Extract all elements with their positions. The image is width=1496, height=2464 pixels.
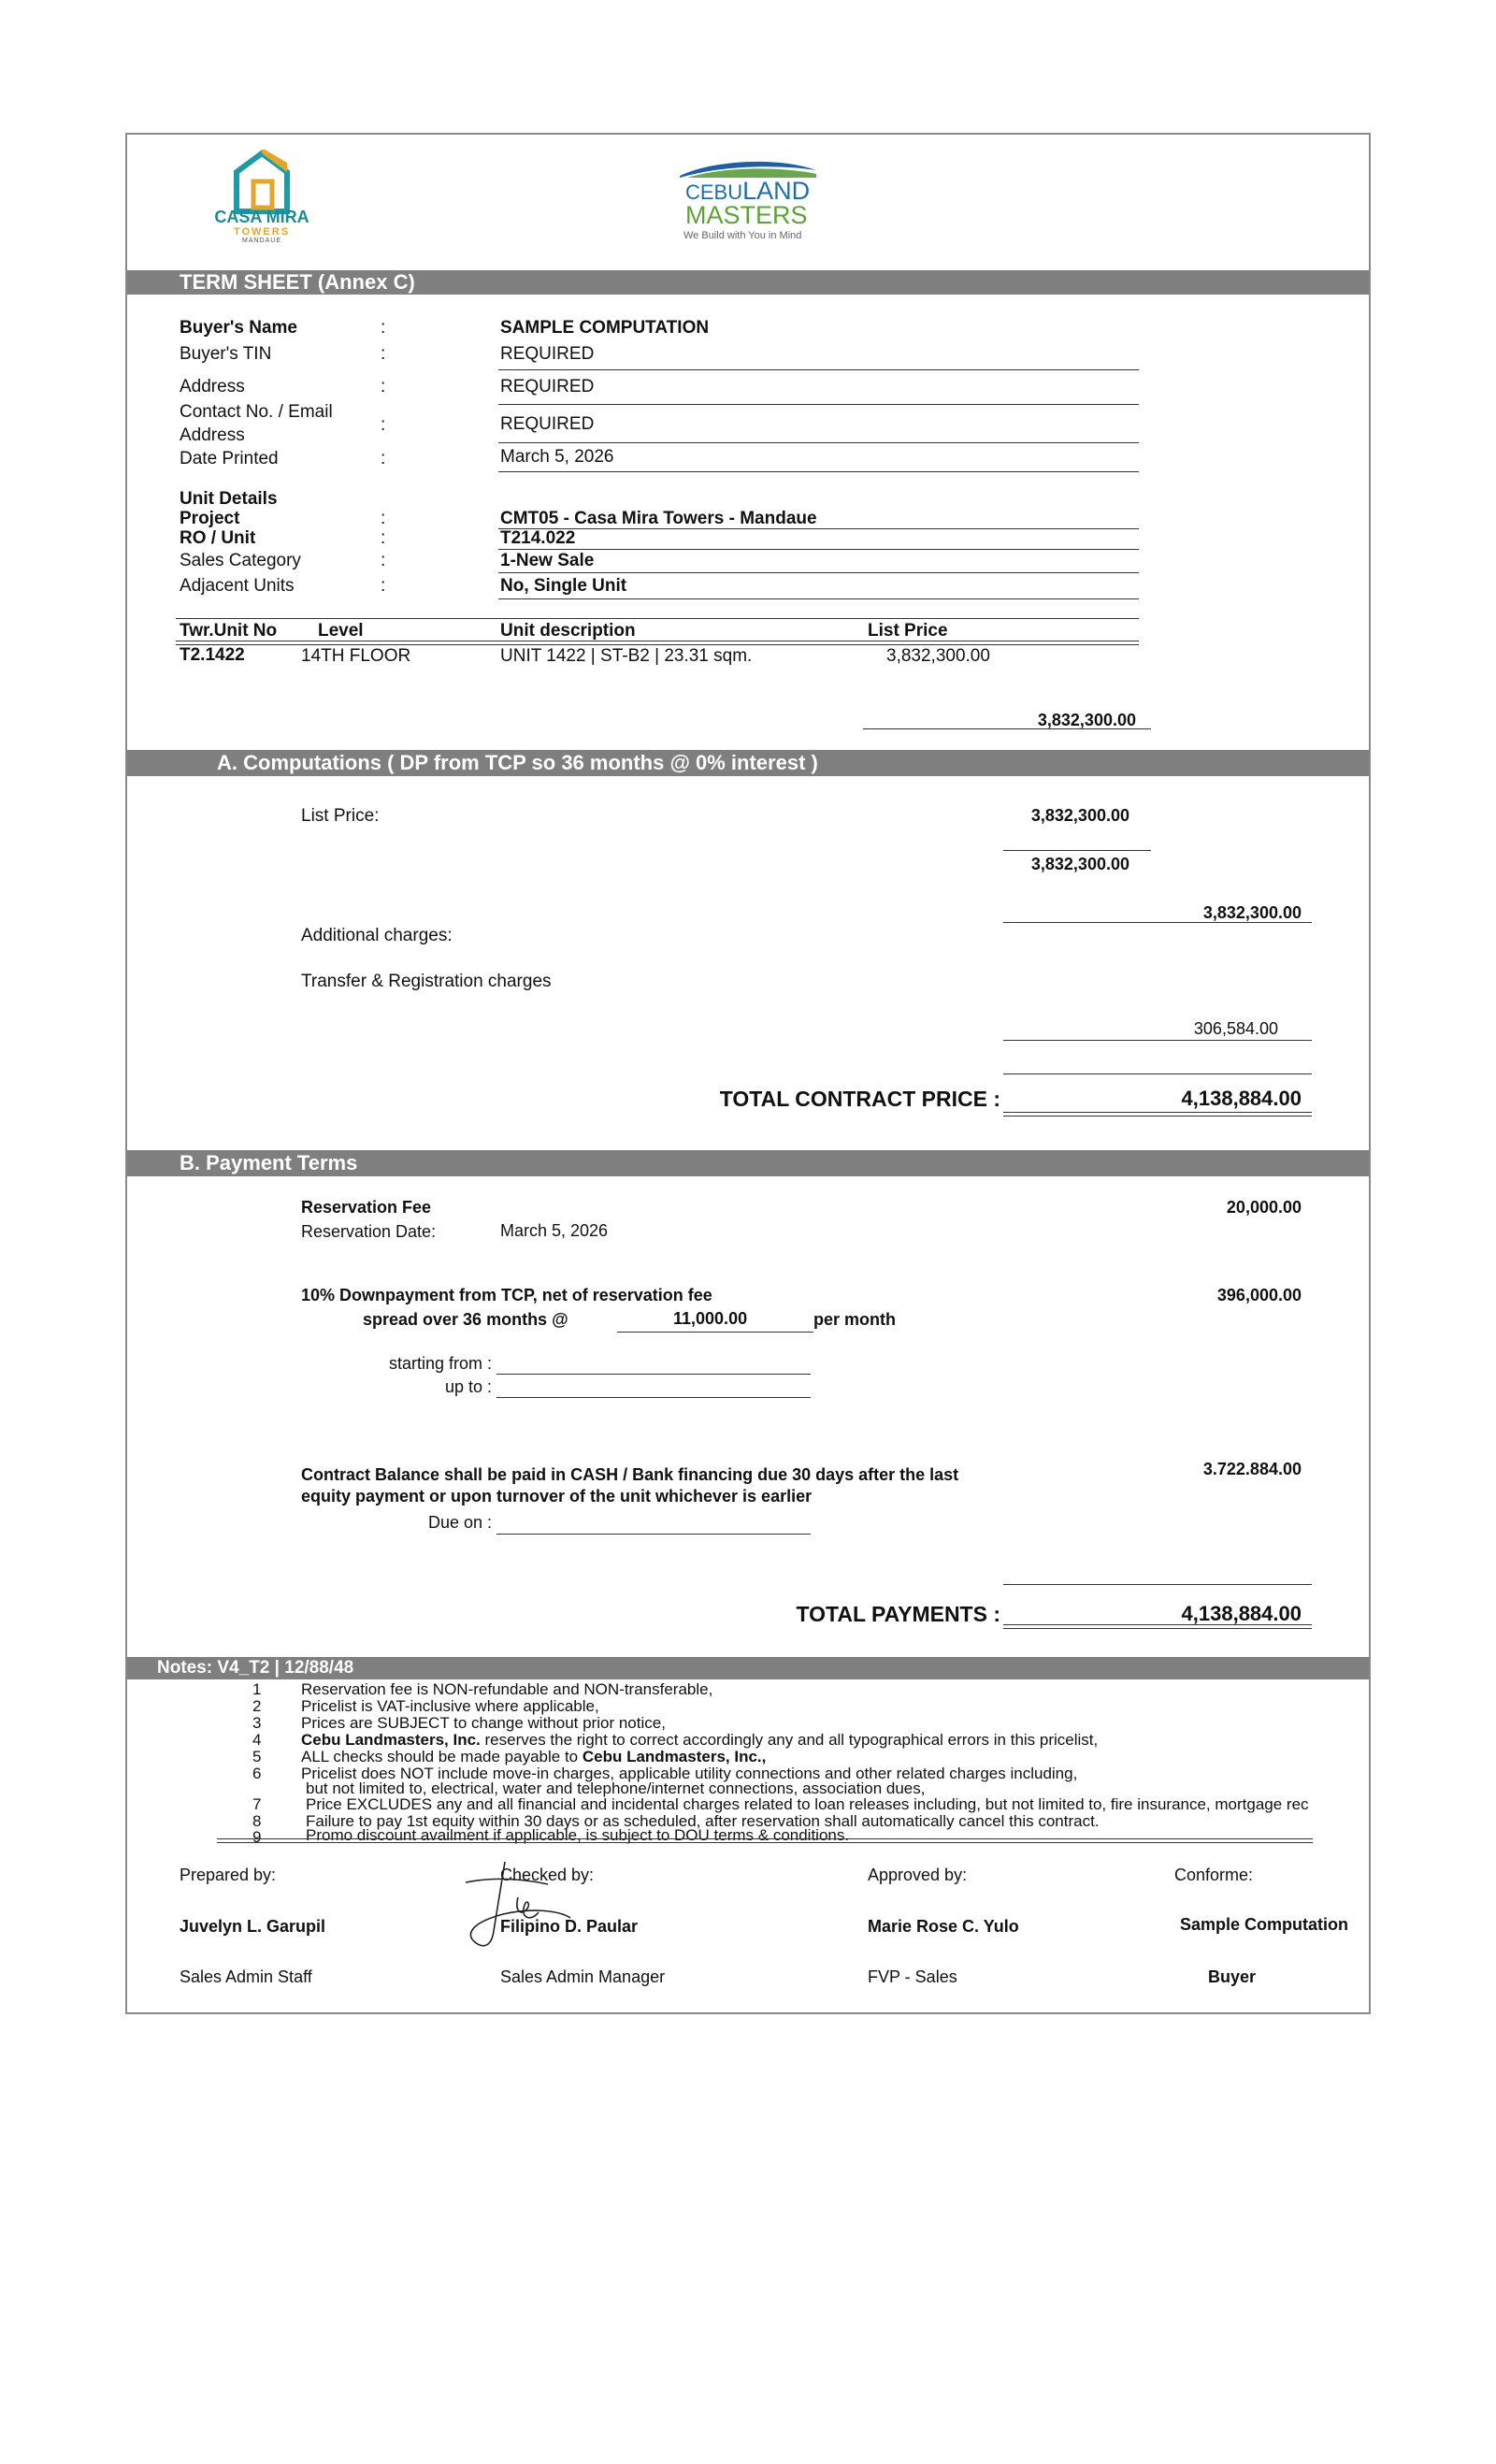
col-header-list-price: List Price bbox=[868, 621, 948, 641]
note-rest: reserves the right to correct accordingly any and all typographical errors in this pricelist, bbox=[480, 1731, 1099, 1749]
colon: : bbox=[381, 449, 386, 468]
reservation-date-label: Reservation Date: bbox=[301, 1222, 437, 1241]
reservation-date-value: March 5, 2026 bbox=[500, 1221, 609, 1240]
checked-by-title: Sales Admin Manager bbox=[500, 1967, 666, 1986]
buyer-tin-label: Buyer's TIN bbox=[180, 344, 272, 364]
contact-label-line1: Contact No. / Email bbox=[180, 402, 333, 422]
note-text: Prices are SUBJECT to change without prior notice, bbox=[301, 1714, 666, 1732]
signature-icon bbox=[447, 1856, 587, 1959]
field-underline bbox=[498, 598, 1139, 599]
prepared-by-name: Juvelyn L. Garupil bbox=[180, 1917, 326, 1936]
date-printed-value: March 5, 2026 bbox=[500, 447, 614, 467]
note-num: 8 bbox=[252, 1812, 262, 1830]
per-month-label: per month bbox=[813, 1310, 896, 1329]
approved-by-label: Approved by: bbox=[868, 1866, 968, 1884]
transfer-charges-value: 306,584.00 bbox=[1193, 1019, 1278, 1038]
field-underline bbox=[498, 404, 1139, 405]
note-num: 3 bbox=[252, 1714, 262, 1732]
row-unit-no: T2.1422 bbox=[180, 645, 245, 665]
notes-title: Notes: V4_T2 | 12/88/48 bbox=[157, 1658, 354, 1678]
address-value: REQUIRED bbox=[500, 377, 595, 396]
note-text: Reservation fee is NON-refundable and NON-transferable, bbox=[301, 1680, 713, 1698]
date-printed-label: Date Printed bbox=[180, 449, 279, 468]
section-b-title: B. Payment Terms bbox=[180, 1151, 358, 1174]
sales-category-label: Sales Category bbox=[180, 551, 301, 570]
section-a-title: A. Computations ( DP from TCP so 36 months @ 0% interest ) bbox=[217, 751, 818, 774]
term-sheet-header bbox=[127, 270, 1369, 295]
colon: : bbox=[381, 415, 386, 435]
field-underline bbox=[498, 369, 1139, 370]
balance-line-2: equity payment or upon turnover of the unit whichever is earlier bbox=[301, 1487, 813, 1506]
buyer-tin-value: REQUIRED bbox=[500, 344, 595, 364]
note-text: Pricelist does NOT include move-in charges, applicable utility connections and other related charges including, bbox=[301, 1765, 1078, 1782]
note-text bbox=[301, 1731, 1098, 1750]
casa-mira-wordmark: CASA MIRA bbox=[214, 208, 309, 226]
sales-category-value: 1-New Sale bbox=[500, 551, 595, 570]
tcp-double-rule bbox=[1003, 1112, 1312, 1117]
additional-charges-label: Additional charges: bbox=[301, 926, 453, 945]
transfer-rule bbox=[1003, 1040, 1312, 1041]
total-payments-top-rule bbox=[1003, 1584, 1312, 1585]
colon: : bbox=[381, 318, 386, 338]
brand-cebu: CEBU bbox=[685, 180, 743, 204]
list-price-sub: 3,832,300.00 bbox=[1030, 855, 1129, 873]
row-level: 14TH FLOOR bbox=[301, 646, 411, 666]
page-title: TERM SHEET (Annex C) bbox=[180, 270, 415, 294]
ro-unit-value: T214.022 bbox=[500, 528, 576, 548]
list-price-total: 3,832,300.00 bbox=[1202, 903, 1302, 922]
approved-by-title: FVP - Sales bbox=[868, 1967, 957, 1986]
unit-details-heading: Unit Details bbox=[180, 489, 278, 509]
brand-tagline: We Build with You in Mind bbox=[683, 230, 802, 241]
tcp-value: 4,138,884.00 bbox=[1181, 1087, 1302, 1110]
adjacent-units-label: Adjacent Units bbox=[180, 576, 295, 596]
ro-unit-label: RO / Unit bbox=[180, 528, 256, 548]
notes-bottom-rule bbox=[217, 1838, 1313, 1843]
field-underline bbox=[498, 442, 1139, 443]
conforme-label: Conforme: bbox=[1174, 1866, 1254, 1884]
field-underline bbox=[498, 528, 1139, 529]
buyer-name-label: Buyer's Name bbox=[180, 318, 297, 338]
list-price-rule bbox=[1003, 850, 1151, 851]
downpayment-value: 396,000.00 bbox=[1216, 1286, 1302, 1304]
casa-mira-logo bbox=[201, 150, 323, 248]
prepared-by-title: Sales Admin Staff bbox=[180, 1967, 312, 1986]
up-to-field[interactable] bbox=[496, 1397, 811, 1398]
downpayment-label: 10% Downpayment from TCP, net of reservation fee bbox=[301, 1286, 712, 1304]
list-price-label: List Price: bbox=[301, 806, 380, 826]
brand-land: LAND bbox=[742, 177, 811, 205]
row-description: UNIT 1422 | ST-B2 | 23.31 sqm. bbox=[500, 646, 753, 666]
up-to-label: up to : bbox=[444, 1377, 492, 1396]
note-text: Pricelist is VAT-inclusive where applicable, bbox=[301, 1697, 599, 1715]
approved-by-name: Marie Rose C. Yulo bbox=[868, 1917, 1019, 1936]
adjacent-units-value: No, Single Unit bbox=[500, 576, 627, 596]
note-text: Promo discount availment if applicable, is subject to DOU terms & conditions. bbox=[306, 1826, 850, 1844]
field-underline bbox=[498, 572, 1139, 573]
reservation-fee-label: Reservation Fee bbox=[301, 1198, 432, 1217]
buyer-name-value: SAMPLE COMPUTATION bbox=[500, 318, 710, 338]
col-header-level: Level bbox=[318, 621, 364, 641]
starting-from-field[interactable] bbox=[496, 1374, 811, 1375]
note-text-cont: but not limited to, electrical, water and telephone/internet connections, association dues, bbox=[306, 1780, 926, 1797]
casa-mira-house-icon bbox=[201, 150, 323, 215]
section-b-header bbox=[127, 1150, 1369, 1176]
monthly-rule bbox=[617, 1332, 813, 1333]
prepared-by-label: Prepared by: bbox=[180, 1866, 277, 1884]
note-num: 7 bbox=[252, 1795, 262, 1813]
conforme-name: Sample Computation bbox=[1180, 1915, 1349, 1934]
project-value: CMT05 - Casa Mira Towers - Mandaue bbox=[500, 509, 817, 528]
note-text: Failure to pay 1st equity within 30 days or as scheduled, after reservation shall automatically cancel this contract. bbox=[306, 1812, 1100, 1830]
field-underline bbox=[498, 471, 1139, 472]
address-label: Address bbox=[180, 377, 245, 396]
table-top-rule bbox=[176, 618, 1139, 619]
casa-mira-mandaue: MANDAUE bbox=[241, 238, 281, 244]
transfer-rule-2 bbox=[1003, 1073, 1312, 1074]
note-num: 9 bbox=[252, 1828, 262, 1846]
conforme-title: Buyer bbox=[1208, 1967, 1257, 1986]
due-on-label: Due on : bbox=[427, 1513, 492, 1532]
colon: : bbox=[381, 528, 386, 548]
total-payments-double-rule bbox=[1003, 1624, 1312, 1629]
row-list-price: 3,832,300.00 bbox=[886, 646, 990, 666]
section-a-header bbox=[127, 750, 1369, 776]
note-num: 4 bbox=[252, 1731, 262, 1749]
colon: : bbox=[381, 576, 386, 596]
note-num: 2 bbox=[252, 1697, 262, 1715]
transfer-charges-label: Transfer & Registration charges bbox=[301, 972, 552, 991]
note-num: 6 bbox=[252, 1765, 262, 1782]
balance-line-1: Contract Balance shall be paid in CASH / Bank financing due 30 days after the last bbox=[301, 1465, 959, 1484]
col-header-description: Unit description bbox=[500, 621, 636, 641]
unit-subtotal: 3,832,300.00 bbox=[1037, 711, 1136, 729]
note-text: Price EXCLUDES any and all financial and incidental charges related to loan releases including, but not limited to, fire insurance, mortgage rec bbox=[306, 1795, 1309, 1813]
casa-mira-towers: TOWERS bbox=[233, 226, 291, 238]
colon: : bbox=[381, 344, 386, 364]
balance-value: 3.722.884.00 bbox=[1202, 1460, 1302, 1478]
note-text bbox=[301, 1748, 766, 1766]
monthly-amount: 11,000.00 bbox=[673, 1309, 748, 1328]
brand-masters: MASTERS bbox=[685, 201, 808, 229]
spread-label: spread over 36 months @ bbox=[363, 1310, 568, 1329]
cebu-landmasters-logo bbox=[678, 157, 818, 251]
notes-header bbox=[127, 1657, 1369, 1679]
note-num: 5 bbox=[252, 1748, 262, 1765]
project-label: Project bbox=[180, 509, 240, 528]
note-bold: Cebu Landmasters, Inc., bbox=[582, 1748, 767, 1765]
colon: : bbox=[381, 377, 386, 396]
colon: : bbox=[381, 551, 386, 570]
col-header-unit-no: Twr.Unit No bbox=[180, 621, 278, 641]
reservation-fee-value: 20,000.00 bbox=[1226, 1198, 1302, 1217]
tcp-label: TOTAL CONTRACT PRICE : bbox=[719, 1087, 1000, 1111]
checked-by-name: Filipino D. Paular bbox=[500, 1917, 639, 1936]
checked-by-label: Checked by: bbox=[500, 1866, 595, 1884]
contact-value: REQUIRED bbox=[500, 414, 595, 434]
note-rest: ALL checks should be made payable to bbox=[301, 1748, 583, 1765]
table-header-rule bbox=[176, 641, 1139, 645]
contact-label-line2: Address bbox=[180, 425, 245, 445]
list-price-value: 3,832,300.00 bbox=[1030, 806, 1129, 825]
due-on-field[interactable] bbox=[496, 1534, 811, 1535]
field-underline bbox=[498, 549, 1139, 550]
note-num: 1 bbox=[252, 1680, 262, 1698]
note-bold: Cebu Landmasters, Inc. bbox=[301, 1731, 481, 1749]
total-payments-value: 4,138,884.00 bbox=[1181, 1602, 1302, 1625]
starting-from-label: starting from : bbox=[388, 1354, 492, 1373]
total-payments-label: TOTAL PAYMENTS : bbox=[796, 1602, 1000, 1626]
colon: : bbox=[381, 509, 386, 528]
